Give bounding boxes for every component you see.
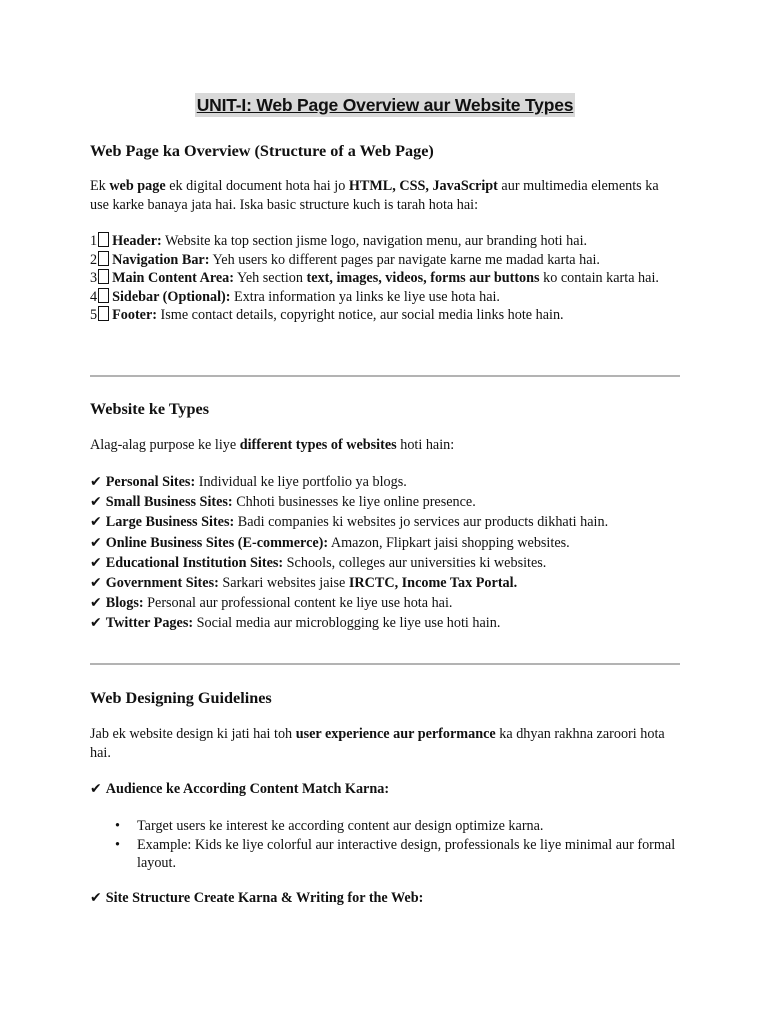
section1-intro: Ek web page ek digital document hota hai jo HTML, CSS, JavaScript aur multimedia elements ka use karke banaya jata hai. Iska basic structure kuch is tarah hota hai:	[90, 178, 659, 213]
structure-list	[90, 232, 680, 325]
list-item: ✔ Large Business Sites: Badi companies ki websites jo services aur products dikhati hain.	[90, 514, 609, 531]
list-item: 5 Footer: Isme contact details, copyright notice, aur social media links hote hain.	[90, 307, 564, 323]
list-item: ✔ Online Business Sites (E-commerce): Amazon, Flipkart jaisi shopping websites.	[90, 534, 570, 551]
page-title: UNIT-I: Web Page Overview aur Website Types	[196, 95, 574, 115]
audience-bullets	[90, 817, 680, 873]
checkmark-icon: ✔	[90, 534, 102, 551]
section2-intro: Alag-alag purpose ke liye different types of websites hoti hain:	[90, 437, 455, 453]
bullet-icon: •	[115, 818, 120, 834]
checkmark-icon: ✔	[90, 474, 102, 490]
checkmark-icon: ✔	[90, 575, 102, 592]
list-item: ✔ Blogs: Personal aur professional content ke liye use hota hai.	[90, 595, 453, 612]
missing-glyph-box-icon	[98, 306, 109, 321]
checkmark-icon: ✔	[90, 890, 102, 906]
list-item: ✔ Twitter Pages: Social media aur microblogging ke liye use hoti hain.	[90, 615, 501, 632]
list-item: 3 Main Content Area: Yeh section text, images, videos, forms aur buttons ko contain karta hai.	[90, 270, 659, 286]
list-item: • Target users ke interest ke according content aur design optimize karna.	[115, 818, 544, 834]
title-wrap	[90, 93, 680, 117]
website-types-list	[90, 472, 680, 634]
section3-intro: Jab ek website design ki jati hai toh user experience aur performance ka dhyan rakhna zaroori hota hai.	[90, 726, 665, 761]
subheading-audience: ✔ Audience ke According Content Match Karna:	[90, 781, 390, 797]
missing-glyph-box-icon	[98, 269, 109, 284]
list-item: ✔ Educational Institution Sites: Schools, colleges aur universities ki websites.	[90, 554, 547, 571]
list-item: 4 Sidebar (Optional): Extra information ya links ke liye use hota hai.	[90, 288, 500, 305]
list-item: ✔ Personal Sites: Individual ke liye portfolio ya blogs.	[90, 474, 407, 490]
list-item: 1 Header: Website ka top section jisme logo, navigation menu, aur branding hoti hai.	[90, 233, 588, 249]
checkmark-icon: ✔	[90, 494, 102, 511]
list-item: ✔ Government Sites: Sarkari websites jaise IRCTC, Income Tax Portal.	[90, 575, 518, 592]
section-heading-web-designing-guidelines: Web Designing Guidelines	[90, 689, 272, 707]
checkmark-icon: ✔	[90, 514, 102, 531]
missing-glyph-box-icon	[98, 251, 109, 266]
subheading-site-structure: ✔ Site Structure Create Karna & Writing for the Web:	[90, 890, 424, 906]
checkmark-icon: ✔	[90, 615, 102, 632]
checkmark-icon: ✔	[90, 554, 102, 571]
bullet-icon: •	[115, 836, 120, 853]
section-heading-web-page-overview: Web Page ka Overview (Structure of a Web Page)	[90, 142, 434, 160]
section-divider	[90, 375, 680, 377]
section-divider	[90, 663, 680, 665]
section-heading-website-types: Website ke Types	[90, 400, 210, 418]
list-item: ✔ Small Business Sites: Chhoti businesses ke liye online presence.	[90, 494, 476, 511]
missing-glyph-box-icon	[98, 288, 109, 303]
checkmark-icon: ✔	[90, 595, 102, 612]
list-item: • Example: Kids ke liye colorful aur interactive design, professionals ke liye minimal aur formal layout.	[115, 836, 676, 871]
missing-glyph-box-icon	[98, 232, 109, 247]
list-item: 2 Navigation Bar: Yeh users ko different pages par navigate karne me madad karta hai.	[90, 251, 600, 268]
checkmark-icon: ✔	[90, 781, 102, 797]
